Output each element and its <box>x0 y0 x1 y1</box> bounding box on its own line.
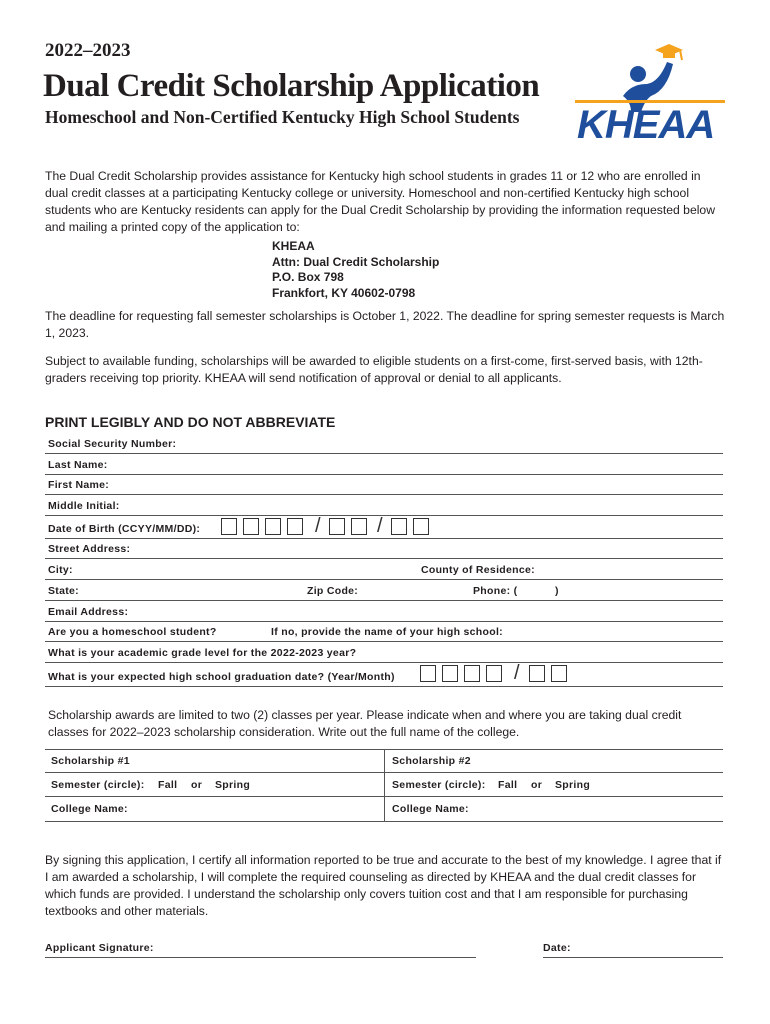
scholarship-2-college-label[interactable]: College Name: <box>392 803 469 815</box>
awards-paragraph: Scholarship awards are limited to two (2) classes per year. Please indicate when and where you are taking dual credit classes for 2022–2023 scholarship consideration. Write out the full name of the college. <box>48 708 682 739</box>
svg-text:KHEAA: KHEAA <box>577 103 715 144</box>
ssn-field[interactable] <box>45 433 723 454</box>
address-line: KHEAA <box>272 239 315 253</box>
high-school-question: If no, provide the name of your high school: <box>271 626 503 638</box>
scholarship-2-semester-label: Semester (circle): <box>392 779 486 791</box>
kheaa-logo <box>575 40 727 144</box>
dob-digit-box[interactable] <box>391 518 407 535</box>
dob-digit-box[interactable] <box>413 518 429 535</box>
dob-digit-box[interactable] <box>221 518 237 535</box>
grad-digit-box[interactable] <box>420 665 436 682</box>
email-label: Email Address: <box>48 606 129 618</box>
ssn-label: Social Security Number: <box>48 438 177 450</box>
dob-label: Date of Birth (CCYY/MM/DD): <box>48 523 201 535</box>
dob-digit-box[interactable] <box>265 518 281 535</box>
funding-paragraph: Subject to available funding, scholarships will be awarded to eligible students on a first-come, first-served basis, with 12th-graders receiving top priority. KHEAA will send notification of approval or denial to all applicants. <box>45 354 703 385</box>
address-line: Attn: Dual Credit Scholarship <box>272 254 440 269</box>
scholarship-table <box>45 749 723 822</box>
city-label: City: <box>48 564 73 576</box>
certification-paragraph: By signing this application, I certify all information reported to be true and accurate to the best of my knowledge. I agree that if I am awarded a scholarship, I will complete the required counseling as directed by KHEAA and the dual credit classes for which funds are provided. I understand the scholarship only covers tuition cost and that I am responsible for purchasing textbooks and other materials. <box>45 853 722 918</box>
scholarship-1-semester-label: Semester (circle): <box>51 779 145 791</box>
date-line[interactable] <box>543 957 723 958</box>
applicant-signature-label: Applicant Signature: <box>45 942 154 954</box>
address-line: P.O. Box 798 <box>272 270 344 284</box>
phone-close-paren: ) <box>555 585 559 597</box>
street-address-field[interactable] <box>45 538 723 559</box>
intro-paragraph: The Dual Credit Scholarship provides assistance for Kentucky high school students in grades 11 or 12 who are enrolled in dual credit classes at a participating Kentucky college or university. Homeschool and non-certified Kentucky high school students who are Kentucky residents can apply for the Dual Credit Scholarship by providing the information requested below and mailing a printed copy of the application to: <box>45 169 716 234</box>
mailing-address <box>272 239 439 301</box>
school-row[interactable] <box>45 621 723 642</box>
middle-initial-field[interactable] <box>45 494 723 516</box>
date-separator: / <box>514 662 520 684</box>
graduation-date-question: What is your expected high school graduation date? (Year/Month) <box>48 671 395 683</box>
last-name-field[interactable] <box>45 453 723 475</box>
dob-field <box>45 515 723 539</box>
first-name-field[interactable] <box>45 474 723 495</box>
state-zip-phone-row[interactable] <box>45 579 723 601</box>
grad-digit-box[interactable] <box>442 665 458 682</box>
graduation-date-field <box>45 662 723 687</box>
dob-digit-box[interactable] <box>287 518 303 535</box>
email-field[interactable] <box>45 600 723 622</box>
dob-digit-box[interactable] <box>329 518 345 535</box>
address-line: Frankfort, KY 40602-0798 <box>272 285 416 300</box>
scholarship-1-title: Scholarship #1 <box>51 755 130 767</box>
city-county-row[interactable] <box>45 558 723 580</box>
county-label: County of Residence: <box>421 564 535 576</box>
grad-digit-box[interactable] <box>529 665 545 682</box>
scholarship-2-spring-option[interactable]: Spring <box>555 779 591 791</box>
scholarship-1-college-label[interactable]: College Name: <box>51 803 128 815</box>
deadline-paragraph: The deadline for requesting fall semester scholarships is October 1, 2022. The deadline for spring semester requests is March 1, 2023. <box>45 309 725 340</box>
state-label: State: <box>48 585 79 597</box>
date-separator: / <box>377 515 383 537</box>
grad-digit-box[interactable] <box>464 665 480 682</box>
grade-level-question: What is your academic grade level for the 2022-2023 year? <box>48 647 357 659</box>
zip-label: Zip Code: <box>307 585 359 597</box>
homeschool-question: Are you a homeschool student? <box>48 626 217 638</box>
dob-digit-box[interactable] <box>243 518 259 535</box>
first-name-label: First Name: <box>48 479 110 491</box>
page-subtitle: Homeschool and Non-Certified Kentucky High School Students <box>45 107 520 127</box>
dob-digit-box[interactable] <box>351 518 367 535</box>
phone-label: Phone: ( <box>473 585 518 597</box>
scholarship-2-fall-option[interactable]: Fall <box>498 779 518 791</box>
grad-digit-box[interactable] <box>551 665 567 682</box>
page-title: Dual Credit Scholarship Application <box>43 68 540 104</box>
date-separator: / <box>315 515 321 537</box>
scholarship-2-or: or <box>531 779 543 791</box>
scholarship-2-title: Scholarship #2 <box>392 755 471 767</box>
date-label: Date: <box>543 942 571 954</box>
grade-level-field[interactable] <box>45 641 723 663</box>
scholarship-1-or: or <box>191 779 203 791</box>
last-name-label: Last Name: <box>48 459 108 471</box>
form-heading: PRINT LEGIBLY AND DO NOT ABBREVIATE <box>45 414 336 430</box>
street-address-label: Street Address: <box>48 543 131 555</box>
middle-initial-label: Middle Initial: <box>48 500 120 512</box>
scholarship-1-spring-option[interactable]: Spring <box>215 779 251 791</box>
scholarship-1-fall-option[interactable]: Fall <box>158 779 178 791</box>
form-year: 2022–2023 <box>45 40 131 61</box>
signature-line[interactable] <box>45 957 476 958</box>
grad-digit-box[interactable] <box>486 665 502 682</box>
